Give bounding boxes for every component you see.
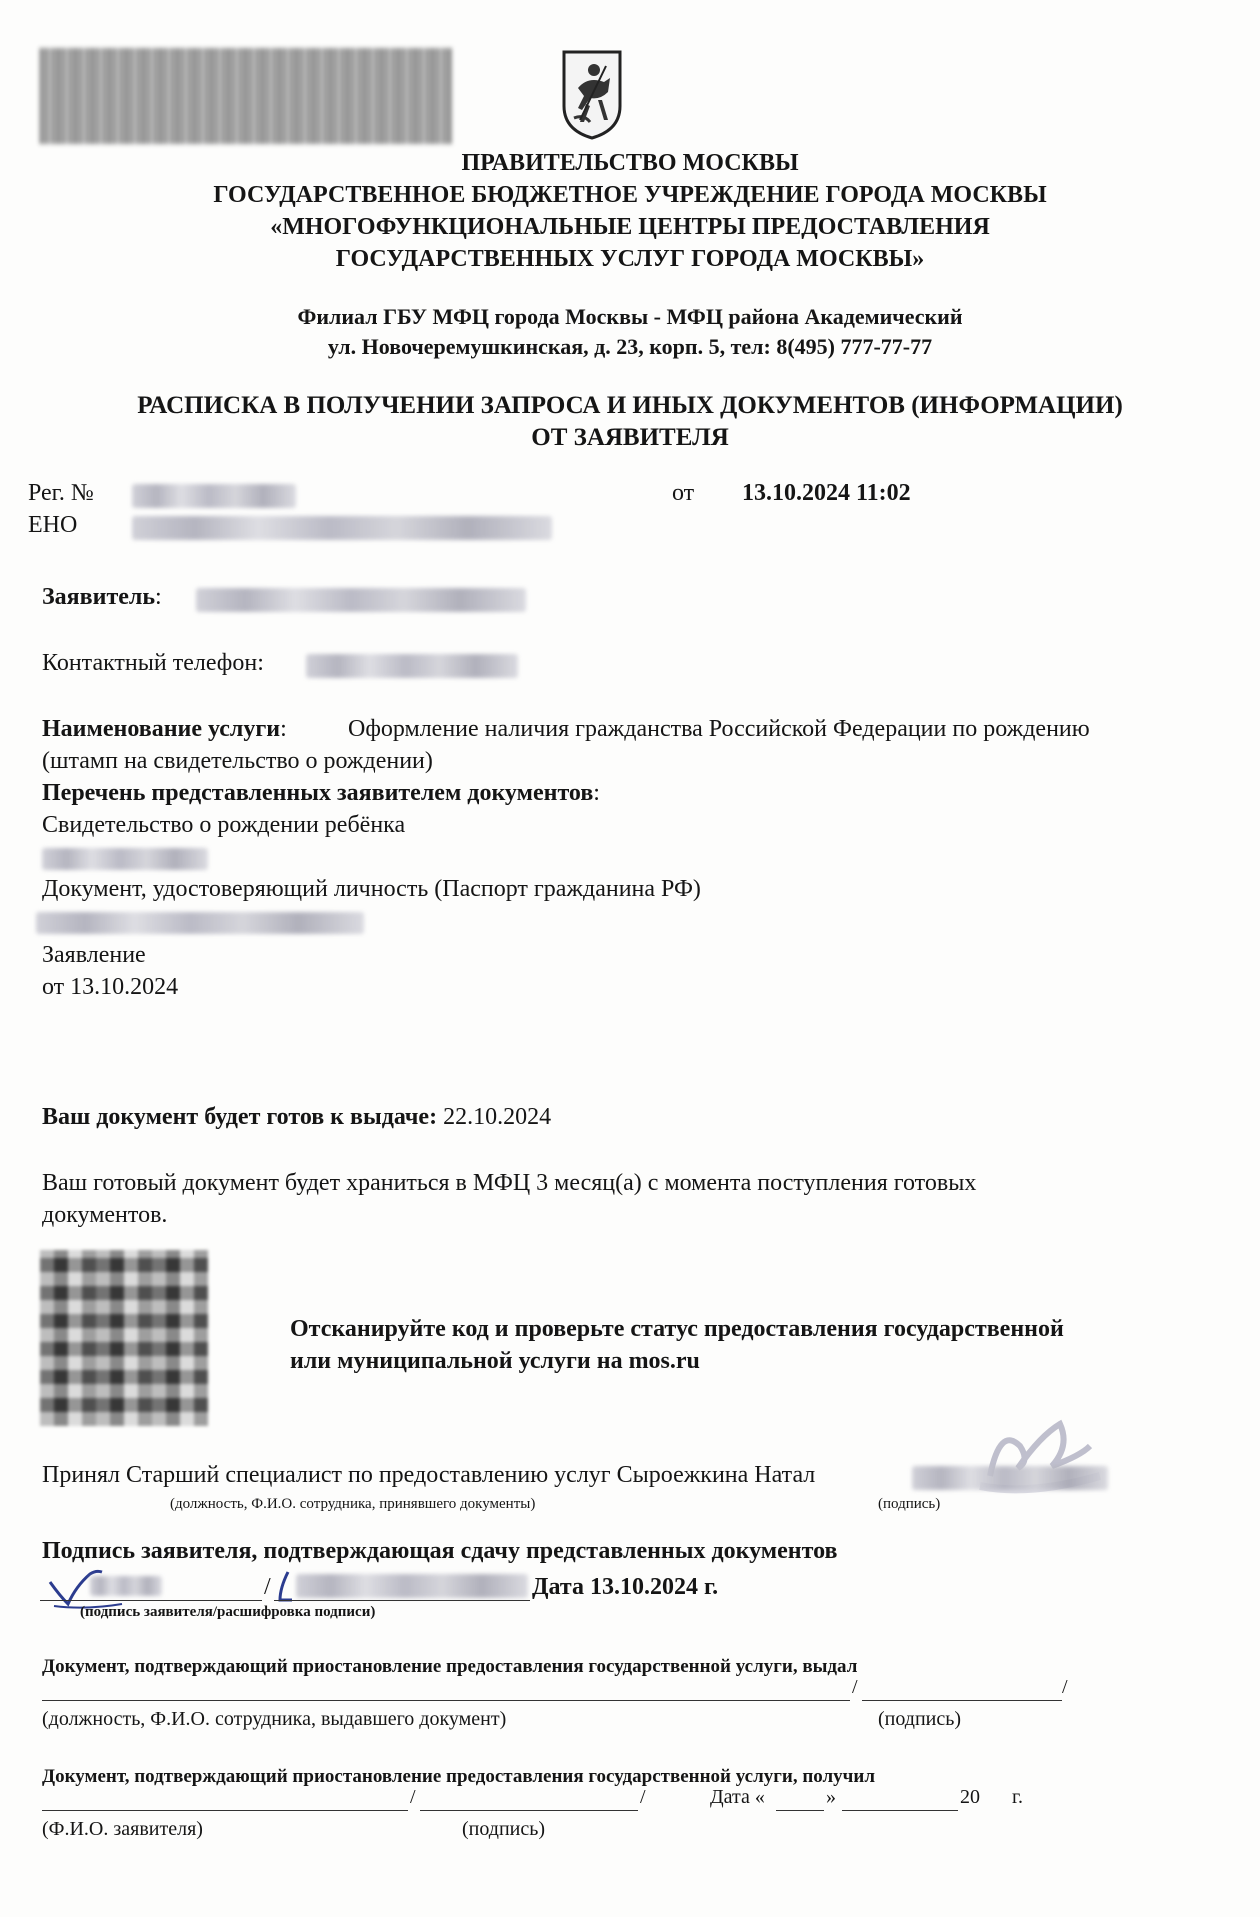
applicant-signature-title: Подпись заявителя, подтверждающая сдачу представленных документов	[42, 1538, 838, 1564]
suspension-received-date-mid: »	[826, 1786, 836, 1808]
branch-line-2: ул. Новочеремушкинская, д. 23, корп. 5, тел: 8(495) 777-77-77	[327, 334, 933, 359]
documents-item-3-date: от 13.10.2024	[42, 974, 179, 1000]
storage-text-line-2: документов.	[42, 1202, 168, 1228]
suspension-issued-slash-2: /	[1062, 1676, 1068, 1698]
branch-line-1: Филиал ГБУ МФЦ города Москвы - МФЦ района Академический	[297, 304, 963, 329]
contact-phone-label: Контактный телефон:	[42, 650, 264, 676]
service-name-line-2: (штамп на свидетельство о рождении)	[42, 748, 433, 774]
reg-number-redacted	[132, 484, 296, 508]
org-line-2: ГОСУДАРСТВЕННОЕ БЮДЖЕТНОЕ УЧРЕЖДЕНИЕ ГОРОДА МОСКВЫ	[213, 182, 1047, 208]
documents-item-2: Документ, удостоверяющий личность (Паспорт гражданина РФ)	[42, 876, 701, 902]
contact-phone-redacted	[306, 654, 518, 678]
staff-signature-icon	[970, 1406, 1110, 1516]
qr-text-line-2: или муниципальной услуги на mos.ru	[290, 1348, 700, 1374]
qr-text-line-1: Отсканируйте код и проверьте статус предоставления государственной	[290, 1316, 1064, 1342]
moscow-coat-of-arms-icon	[560, 48, 624, 140]
received-position-caption: (должность, Ф.И.О. сотрудника, принявшего документы)	[170, 1496, 536, 1512]
received-signature-caption: (подпись)	[878, 1496, 941, 1512]
suspension-issued-title: Документ, подтверждающий приостановление предоставления государственной услуги, выдал	[42, 1656, 858, 1677]
org-line-1: ПРАВИТЕЛЬСТВО МОСКВЫ	[461, 150, 799, 176]
suspension-received-caption-left: (Ф.И.О. заявителя)	[42, 1818, 203, 1840]
applicant-signature-caption: (подпись заявителя/расшифровка подписи)	[80, 1604, 376, 1620]
received-by-text: Принял Старший специалист по предоставлению услуг Сыроежкина Натал	[42, 1462, 816, 1488]
birth-certificate-number-redacted	[42, 848, 208, 870]
suspension-received-slash-1: /	[410, 1786, 416, 1808]
document-title-line-2: ОТ ЗАЯВИТЕЛЯ	[531, 424, 729, 451]
service-label: Наименование услуги	[42, 716, 281, 742]
applicant-name-redacted	[196, 588, 526, 612]
barcode-redacted	[40, 48, 452, 144]
suspension-issued-caption-left: (должность, Ф.И.О. сотрудника, выдавшего документ)	[42, 1708, 507, 1730]
documents-item-1: Свидетельство о рождении ребёнка	[42, 812, 406, 838]
reg-from-label: от	[672, 480, 695, 506]
suspension-issued-caption-right: (подпись)	[878, 1708, 962, 1730]
applicant-label: Заявитель	[42, 584, 156, 610]
documents-item-3: Заявление	[42, 942, 146, 968]
qr-code-redacted[interactable]	[40, 1250, 208, 1426]
applicant-signature-redacted	[90, 1576, 162, 1596]
applicant-signature-slash: /	[264, 1574, 271, 1600]
suspension-received-year-prefix: 20	[960, 1786, 980, 1808]
reg-number-label: Рег. №	[28, 480, 94, 506]
passport-number-redacted	[36, 912, 364, 934]
suspension-received-slash-2: /	[640, 1786, 646, 1808]
suspension-received-year-suffix: г.	[1012, 1786, 1023, 1808]
eno-label: ЕНО	[28, 512, 78, 538]
service-name-line-1: Оформление наличия гражданства Российской Федерации по рождению	[348, 716, 1090, 742]
document-title-line-1: РАСПИСКА В ПОЛУЧЕНИИ ЗАПРОСА И ИНЫХ ДОКУМЕНТОВ (ИНФОРМАЦИИ)	[137, 392, 1123, 419]
suspension-received-title: Документ, подтверждающий приостановление предоставления государственной услуги, получил	[42, 1766, 876, 1787]
applicant-colon: :	[155, 584, 162, 610]
ready-label: Ваш документ будет готов к выдаче:	[42, 1104, 438, 1130]
suspension-received-caption-right: (подпись)	[462, 1818, 546, 1840]
applicant-name-decoded-redacted	[296, 1574, 528, 1598]
org-line-3: «МНОГОФУНКЦИОНАЛЬНЫЕ ЦЕНТРЫ ПРЕДОСТАВЛЕНИЯ	[270, 214, 990, 240]
reg-datetime: 13.10.2024 11:02	[742, 480, 911, 506]
org-line-4: ГОСУДАРСТВЕННЫХ УСЛУГ ГОРОДА МОСКВЫ»	[335, 246, 925, 272]
staff-name-redacted	[912, 1466, 1108, 1490]
applicant-initial-icon	[274, 1570, 296, 1604]
eno-redacted	[132, 516, 552, 540]
documents-label: Перечень представленных заявителем документов	[42, 780, 594, 806]
suspension-issued-slash-1: /	[852, 1676, 858, 1698]
ready-date: 22.10.2024	[443, 1104, 552, 1130]
suspension-received-date-prefix: Дата «	[710, 1786, 765, 1808]
service-colon: :	[280, 716, 287, 742]
documents-colon: :	[593, 780, 600, 806]
applicant-signature-date: Дата 13.10.2024 г.	[532, 1574, 719, 1600]
storage-text-line-1: Ваш готовый документ будет храниться в МФЦ 3 месяц(а) с момента поступления готовых	[42, 1170, 977, 1196]
